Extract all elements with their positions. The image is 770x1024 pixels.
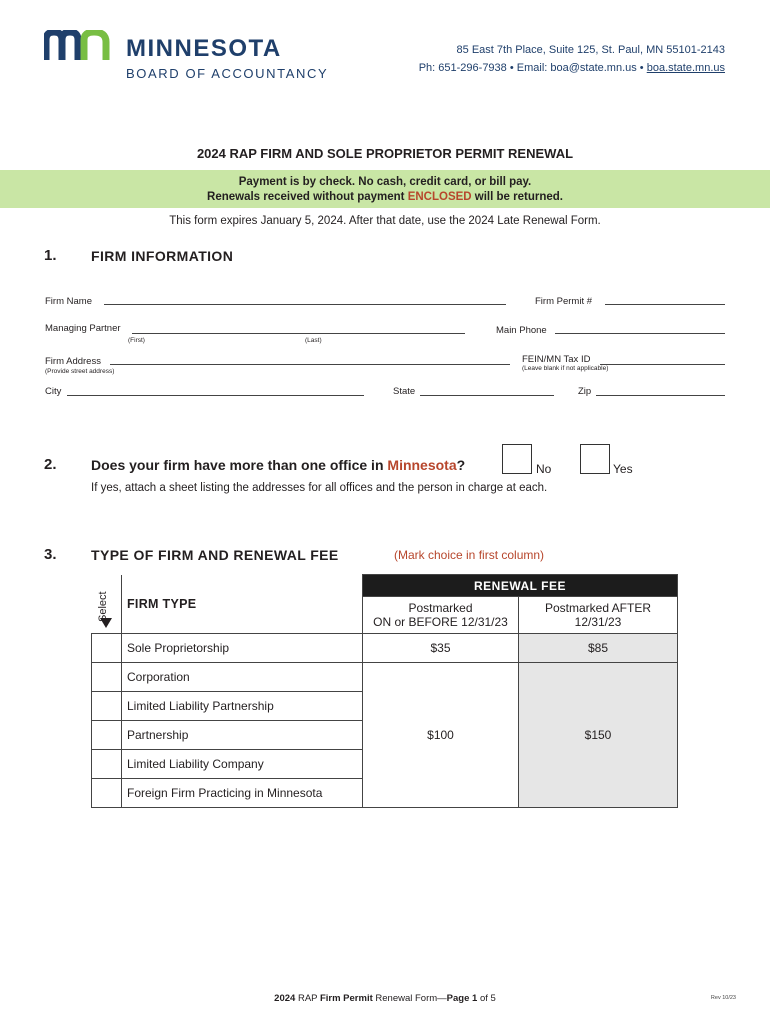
main-phone-label: Main Phone bbox=[496, 325, 547, 336]
no-label: No bbox=[536, 462, 552, 476]
col2-line2: 12/31/23 bbox=[574, 615, 622, 629]
select-text: Select bbox=[97, 591, 109, 622]
form-title: 2024 RAP FIRM AND SOLE PROPRIETOR PERMIT RENEWAL bbox=[196, 146, 574, 161]
fein-field[interactable] bbox=[600, 364, 725, 365]
yes-checkbox[interactable] bbox=[580, 444, 610, 474]
city-field[interactable] bbox=[67, 395, 364, 396]
firm-permit-label: Firm Permit # bbox=[535, 296, 592, 307]
org-address: 85 East 7th Place, Suite 125, St. Paul, MN 55101-2143 bbox=[456, 44, 725, 56]
notice-enclosed: ENCLOSED bbox=[407, 191, 472, 203]
minnesota-logo-icon bbox=[44, 30, 112, 60]
down-triangle-icon bbox=[100, 618, 112, 628]
firm-type-row: Sole Proprietorship bbox=[122, 634, 363, 663]
firm-type-row: Corporation bbox=[122, 663, 363, 692]
firm-type-header: FIRM TYPE bbox=[122, 575, 363, 634]
fee-col-before-header bbox=[363, 597, 519, 634]
payment-notice-line1: Payment is by check. No cash, credit card, or bill pay. bbox=[238, 176, 532, 188]
select-column-label bbox=[92, 574, 121, 632]
select-sole-proprietorship[interactable] bbox=[92, 634, 122, 663]
mark-choice-note: (Mark choice in first column) bbox=[394, 548, 545, 562]
office-note: If yes, attach a sheet listing the addresses for all offices and the person in charge at each. bbox=[91, 482, 548, 494]
col2-line1: Postmarked AFTER bbox=[544, 601, 652, 615]
firm-address-label: Firm Address bbox=[45, 356, 101, 367]
select-foreign-firm[interactable] bbox=[92, 779, 122, 808]
col1-line2: ON or BEFORE 12/31/23 bbox=[373, 615, 508, 629]
fein-hint: (Leave blank if not applicable) bbox=[522, 365, 609, 372]
fee-sole-after: $85 bbox=[519, 634, 678, 663]
question-text-a: Does your firm have more than one office in bbox=[91, 457, 388, 473]
renewal-fee-header: RENEWAL FEE bbox=[363, 575, 678, 597]
fee-col-after-header bbox=[519, 597, 678, 634]
zip-field[interactable] bbox=[596, 395, 725, 396]
section3-title: TYPE OF FIRM AND RENEWAL FEE bbox=[91, 547, 339, 563]
expiration-note: This form expires January 5, 2024. After that date, use the 2024 Late Renewal Form. bbox=[169, 215, 601, 227]
no-checkbox[interactable] bbox=[502, 444, 532, 474]
section2-number: 2. bbox=[44, 456, 57, 473]
payment-notice-line2 bbox=[0, 191, 770, 203]
footer-middle: Renewal Form— bbox=[372, 993, 447, 1004]
footer-of: of 5 bbox=[477, 993, 496, 1004]
zip-label: Zip bbox=[578, 386, 592, 397]
question-minnesota: Minnesota bbox=[387, 457, 457, 473]
org-contact bbox=[419, 62, 725, 74]
revision-label: Rev 10/23 bbox=[710, 995, 736, 1001]
notice-text-b: will be returned. bbox=[471, 191, 563, 203]
firm-name-field[interactable] bbox=[104, 304, 506, 305]
fee-other-after: $150 bbox=[519, 663, 678, 808]
fein-label: FEIN/MN Tax ID bbox=[522, 354, 591, 365]
footer-page-num: 1 bbox=[472, 993, 478, 1004]
main-phone-field[interactable] bbox=[555, 333, 725, 334]
office-question bbox=[91, 457, 465, 473]
select-llp[interactable] bbox=[92, 692, 122, 721]
website-link[interactable]: boa.state.mn.us bbox=[646, 62, 725, 74]
select-llc[interactable] bbox=[92, 750, 122, 779]
footer-rap: RAP bbox=[295, 993, 320, 1004]
managing-partner-label: Managing Partner bbox=[45, 323, 121, 334]
firm-type-row: Foreign Firm Practicing in Minnesota bbox=[122, 779, 363, 808]
firm-permit-field[interactable] bbox=[605, 304, 725, 305]
first-name-hint: (First) bbox=[128, 337, 145, 344]
notice-text-a: Renewals received without payment bbox=[207, 191, 408, 203]
footer-bold: Firm Permit bbox=[319, 993, 373, 1004]
page-footer bbox=[0, 993, 770, 1004]
section1-title: FIRM INFORMATION bbox=[91, 248, 234, 264]
managing-partner-field[interactable] bbox=[132, 333, 465, 334]
footer-year: 2024 bbox=[274, 993, 296, 1004]
yes-label: Yes bbox=[613, 462, 633, 476]
firm-name-label: Firm Name bbox=[45, 296, 92, 307]
state-field[interactable] bbox=[420, 395, 554, 396]
contact-text: Ph: 651-296-7938 • Email: boa@state.mn.us • bbox=[418, 62, 647, 74]
select-partnership[interactable] bbox=[92, 721, 122, 750]
select-corporation[interactable] bbox=[92, 663, 122, 692]
firm-type-row: Limited Liability Company bbox=[122, 750, 363, 779]
last-name-hint: (Last) bbox=[305, 337, 322, 344]
col1-line1: Postmarked bbox=[408, 601, 473, 615]
renewal-fee-table bbox=[91, 574, 678, 808]
firm-address-field[interactable] bbox=[110, 364, 510, 365]
question-text-b: ? bbox=[456, 457, 466, 473]
firm-type-row: Limited Liability Partnership bbox=[122, 692, 363, 721]
footer-page-word: Page bbox=[446, 993, 473, 1004]
org-subtitle: BOARD OF ACCOUNTANCY bbox=[126, 66, 329, 81]
fee-sole-before: $35 bbox=[363, 634, 519, 663]
city-label: City bbox=[45, 386, 62, 397]
section3-number: 3. bbox=[44, 546, 57, 563]
section1-number: 1. bbox=[44, 247, 57, 264]
state-label: State bbox=[393, 386, 416, 397]
firm-type-row: Partnership bbox=[122, 721, 363, 750]
street-address-hint: (Provide street address) bbox=[45, 368, 115, 375]
org-title: MINNESOTA bbox=[126, 35, 282, 62]
fee-other-before: $100 bbox=[363, 663, 519, 808]
